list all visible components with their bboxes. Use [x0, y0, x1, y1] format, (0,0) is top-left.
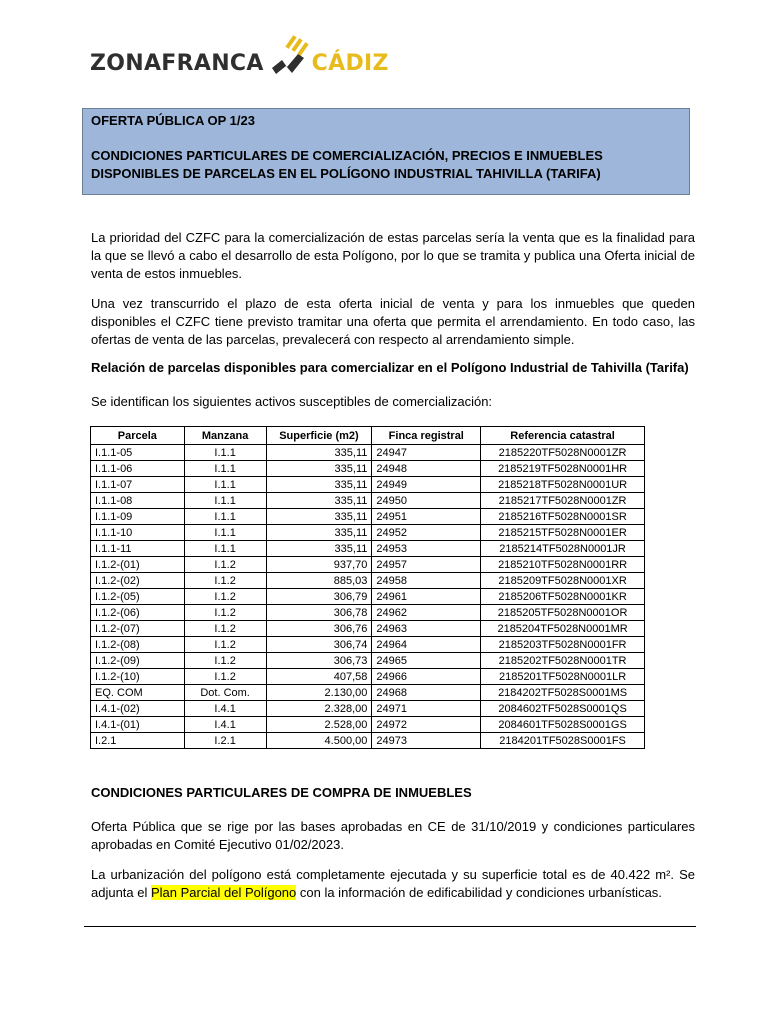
intro-paragraph: La prioridad del CZFC para la comercialización de estas parcelas sería la venta que es la finalidad para la que se llevó a cabo el desarrollo de esta Polígono, por lo que se tramita y publica una Oferta inicial de venta de estos inmuebles.: [91, 230, 695, 281]
table-row: [91, 653, 645, 669]
cell-superficie: 2.328,00: [266, 701, 372, 717]
cell-manzana: I.1.2: [184, 573, 266, 589]
cell-referencia-catastral: 2185216TF5028N0001SR: [481, 509, 645, 525]
cell-manzana: I.1.1: [184, 509, 266, 525]
cell-referencia-catastral: 2185209TF5028N0001XR: [481, 573, 645, 589]
table-row: [91, 621, 645, 637]
table-row: [91, 733, 645, 749]
cell-referencia-catastral: 2185205TF5028N0001OR: [481, 605, 645, 621]
table-row: [91, 717, 645, 733]
cell-superficie: 306,73: [266, 653, 372, 669]
cell-superficie: 335,11: [266, 445, 372, 461]
table-row: [91, 669, 645, 685]
cell-manzana: I.1.2: [184, 669, 266, 685]
cell-superficie: 4.500,00: [266, 733, 372, 749]
table-row: [91, 557, 645, 573]
cell-manzana: I.4.1: [184, 701, 266, 717]
cell-finca-registral: 24949: [372, 477, 481, 493]
cell-parcela: I.1.1-10: [91, 525, 185, 541]
table-header-row: [91, 427, 645, 445]
cell-finca-registral: 24952: [372, 525, 481, 541]
cell-superficie: 306,78: [266, 605, 372, 621]
cell-referencia-catastral: 2185203TF5028N0001FR: [481, 637, 645, 653]
cell-parcela: I.1.2-(01): [91, 557, 185, 573]
offer-header-box: [82, 108, 690, 195]
cell-superficie: 885,03: [266, 573, 372, 589]
cell-finca-registral: 24964: [372, 637, 481, 653]
cell-referencia-catastral: 2184201TF5028S0001FS: [481, 733, 645, 749]
cell-finca-registral: 24953: [372, 541, 481, 557]
header-manzana: Manzana: [184, 427, 266, 445]
cell-manzana: I.1.1: [184, 445, 266, 461]
cell-referencia-catastral: 2185206TF5028N0001KR: [481, 589, 645, 605]
table-row: [91, 573, 645, 589]
cell-manzana: I.1.2: [184, 557, 266, 573]
cell-finca-registral: 24961: [372, 589, 481, 605]
cell-finca-registral: 24963: [372, 621, 481, 637]
table-row: [91, 637, 645, 653]
cell-parcela: I.2.1: [91, 733, 185, 749]
cell-finca-registral: 24968: [372, 685, 481, 701]
cell-manzana: I.4.1: [184, 717, 266, 733]
header-finca-registral: Finca registral: [372, 427, 481, 445]
cell-superficie: 306,79: [266, 589, 372, 605]
offer-code: OFERTA PÚBLICA OP 1/23: [91, 113, 255, 128]
header-parcela: Parcela: [91, 427, 185, 445]
cell-superficie: 335,11: [266, 509, 372, 525]
cell-referencia-catastral: 2185217TF5028N0001ZR: [481, 493, 645, 509]
cell-parcela: EQ. COM: [91, 685, 185, 701]
table-row: [91, 525, 645, 541]
cell-manzana: I.1.2: [184, 589, 266, 605]
identify-text: Se identifican los siguientes activos susceptibles de comercialización:: [91, 394, 493, 409]
cell-finca-registral: 24958: [372, 573, 481, 589]
cell-manzana: I.1.1: [184, 541, 266, 557]
cell-parcela: I.1.1-11: [91, 541, 185, 557]
cell-parcela: I.4.1-(02): [91, 701, 185, 717]
cell-parcela: I.1.2-(10): [91, 669, 185, 685]
logo-text-cadiz: CÁDIZ: [311, 50, 389, 76]
offer-bases-paragraph: Oferta Pública que se rige por las bases aprobadas en CE de 31/10/2019 y condiciones particulares aprobadas en Comité Ejecutivo 01/02/2023.: [91, 819, 695, 852]
cell-manzana: I.1.1: [184, 461, 266, 477]
logo-text-zonafranca: ZONAFRANCA: [90, 50, 264, 76]
cell-manzana: I.1.2: [184, 637, 266, 653]
cell-manzana: I.1.1: [184, 525, 266, 541]
cell-manzana: I.1.2: [184, 605, 266, 621]
table-row: [91, 541, 645, 557]
cell-finca-registral: 24966: [372, 669, 481, 685]
cell-referencia-catastral: 2084601TF5028S0001GS: [481, 717, 645, 733]
cell-referencia-catastral: 2185201TF5028N0001LR: [481, 669, 645, 685]
company-logo: [90, 34, 389, 80]
cell-manzana: I.1.2: [184, 653, 266, 669]
cell-referencia-catastral: 2084602TF5028S0001QS: [481, 701, 645, 717]
cell-parcela: I.1.2-(05): [91, 589, 185, 605]
cell-parcela: I.1.2-(02): [91, 573, 185, 589]
cell-parcela: I.1.1-06: [91, 461, 185, 477]
cell-superficie: 306,76: [266, 621, 372, 637]
cell-superficie: 335,11: [266, 477, 372, 493]
lease-paragraph: Una vez transcurrido el plazo de esta oferta inicial de venta y para los inmuebles que queden disponibles el CZFC tiene previsto tramitar una oferta que permita el arrendamiento. En todo caso, las ofertas de venta de las parcelas, prevalecerá con respecto al arrendamiento simple.: [91, 296, 695, 347]
cell-finca-registral: 24951: [372, 509, 481, 525]
cell-superficie: 306,74: [266, 637, 372, 653]
table-row: [91, 509, 645, 525]
cell-superficie: 937,70: [266, 557, 372, 573]
cell-referencia-catastral: 2185214TF5028N0001JR: [481, 541, 645, 557]
logo-mark-icon: [268, 34, 310, 80]
cell-referencia-catastral: 2185215TF5028N0001ER: [481, 525, 645, 541]
cell-finca-registral: 24947: [372, 445, 481, 461]
cell-finca-registral: 24950: [372, 493, 481, 509]
table-row: [91, 701, 645, 717]
header-referencia-catastral: Referencia catastral: [481, 427, 645, 445]
cell-parcela: I.1.1-05: [91, 445, 185, 461]
conditions-heading: CONDICIONES PARTICULARES DE COMPRA DE INMUEBLES: [91, 785, 472, 800]
cell-manzana: Dot. Com.: [184, 685, 266, 701]
cell-referencia-catastral: 2185220TF5028N0001ZR: [481, 445, 645, 461]
footer-rule: [84, 926, 696, 927]
plan-parcial-highlight: Plan Parcial del Polígono: [151, 885, 297, 900]
cell-superficie: 335,11: [266, 525, 372, 541]
parcels-table: [90, 426, 645, 749]
cell-superficie: 407,58: [266, 669, 372, 685]
table-row: [91, 605, 645, 621]
cell-parcela: I.1.1-08: [91, 493, 185, 509]
cell-superficie: 335,11: [266, 493, 372, 509]
cell-finca-registral: 24965: [372, 653, 481, 669]
offer-title: CONDICIONES PARTICULARES DE COMERCIALIZACIÓN, PRECIOS E INMUEBLES DISPONIBLES DE PARCELAS EN EL POLÍGONO INDUSTRIAL TAHIVILLA (TARIFA): [91, 148, 603, 181]
cell-finca-registral: 24971: [372, 701, 481, 717]
urbanization-text-start: La urbanización del polígono está completamente ejecutada y su superficie total es de 40.422 m². Se adjunta el: [91, 867, 695, 900]
table-row: [91, 477, 645, 493]
cell-finca-registral: 24973: [372, 733, 481, 749]
cell-parcela: I.1.2-(09): [91, 653, 185, 669]
cell-finca-registral: 24962: [372, 605, 481, 621]
cell-referencia-catastral: 2185204TF5028N0001MR: [481, 621, 645, 637]
cell-referencia-catastral: 2184202TF5028S0001MS: [481, 685, 645, 701]
header-superficie: Superficie (m2): [266, 427, 372, 445]
cell-superficie: 2.528,00: [266, 717, 372, 733]
table-row: [91, 589, 645, 605]
cell-manzana: I.1.1: [184, 477, 266, 493]
cell-finca-registral: 24948: [372, 461, 481, 477]
cell-finca-registral: 24972: [372, 717, 481, 733]
cell-parcela: I.1.1-07: [91, 477, 185, 493]
cell-finca-registral: 24957: [372, 557, 481, 573]
cell-superficie: 2.130,00: [266, 685, 372, 701]
cell-manzana: I.1.1: [184, 493, 266, 509]
table-row: [91, 493, 645, 509]
cell-parcela: I.1.2-(06): [91, 605, 185, 621]
cell-referencia-catastral: 2185218TF5028N0001UR: [481, 477, 645, 493]
table-row: [91, 445, 645, 461]
cell-superficie: 335,11: [266, 461, 372, 477]
cell-manzana: I.2.1: [184, 733, 266, 749]
cell-parcela: I.1.2-(08): [91, 637, 185, 653]
cell-referencia-catastral: 2185202TF5028N0001TR: [481, 653, 645, 669]
cell-parcela: I.1.1-09: [91, 509, 185, 525]
cell-parcela: I.4.1-(01): [91, 717, 185, 733]
urbanization-text-end: con la información de edificabilidad y condiciones urbanísticas.: [296, 885, 662, 900]
cell-manzana: I.1.2: [184, 621, 266, 637]
urbanization-paragraph: [91, 866, 695, 902]
relation-heading: Relación de parcelas disponibles para comercializar en el Polígono Industrial de Tahivilla (Tarifa): [91, 360, 689, 375]
cell-superficie: 335,11: [266, 541, 372, 557]
cell-referencia-catastral: 2185219TF5028N0001HR: [481, 461, 645, 477]
table-row: [91, 685, 645, 701]
cell-parcela: I.1.2-(07): [91, 621, 185, 637]
table-row: [91, 461, 645, 477]
cell-referencia-catastral: 2185210TF5028N0001RR: [481, 557, 645, 573]
